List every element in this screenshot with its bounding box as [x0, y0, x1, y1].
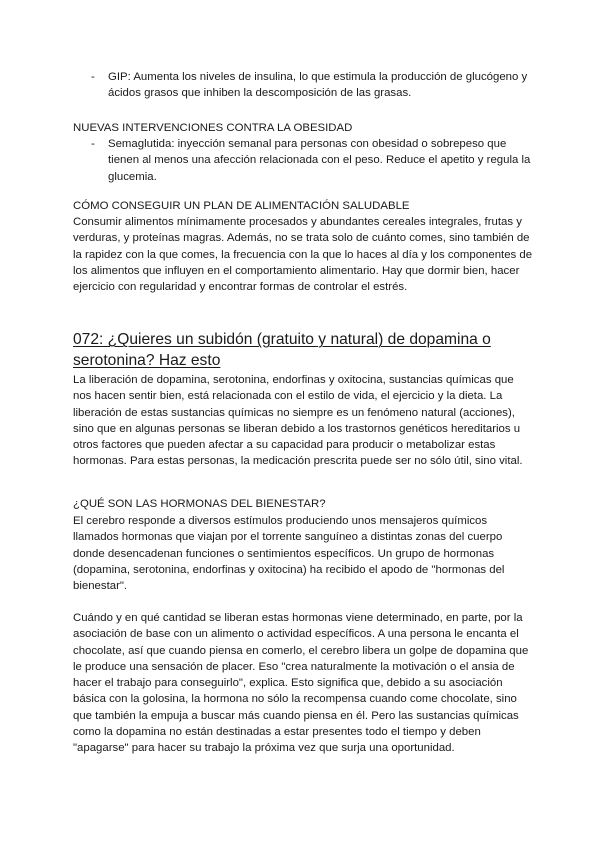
hormonas-body: El cerebro responde a diversos estímulos produciendo unos mensajeros químicos llamados hormonas que viajan por el torrente sanguíneo a distintas zonas del cuerpo donde desencadenan funciones o sentimientos específicos. Un grupo de hormonas (dopamina, serotonina, endorfinas y oxitocina) ha recibido el apodo de "hormonas del bienestar". [73, 515, 505, 593]
plan-heading: CÓMO CONSEGUIR UN PLAN DE ALIMENTACIÓN SALUDABLE [73, 200, 410, 212]
article-intro: La liberación de dopamina, serotonina, endorfinas y oxitocina, sustancias químicas que nos hacen sentir bien, está relacionada con el estilo de vida, el ejercicio y la dieta. La liberación de estas sustancias químicas no siempre es un fenómeno natural (acciones), sino que en algunas personas se liberan debido a los trastornos genéticos hereditarios u otros factores que pueden afectar a su capacidad para producir o metabolizar estas hormonas. Para estas personas, la medicación prescrita puede ser no sólo útil, sino vital. [73, 374, 523, 468]
semaglutida-bullet-text: Semaglutida: inyección semanal para personas con obesidad o sobrepeso que tienen al menos una afección relacionada con el peso. Reduce el apetito y regula la glucemia. [108, 138, 531, 183]
hormonas-body-2: Cuándo y en qué cantidad se liberan estas hormonas viene determinado, en parte, por la asociación de base con un alimento o actividad específicos. A una persona le encanta el chocolate, así que cuando piensa en comerlo, el cerebro libera un golpe de dopamina que le produce una sensación de placer. Eso "crea naturalmente la motivación o el ansia de hacer el trabajo para conseguirlo", explica. Esto significa que, debido a su asociación básica con la golosina, la hormona no sólo la recompensa cuando come chocolate, sino que también la empuja a buscar más cuando piensa en él. Pero las sustancias químicas como la dopamina no están destinadas a estar presentes todo el tiempo y deben "apagarse" para hacer su trabajo la próxima vez que surja una oportunidad. [73, 612, 529, 755]
hormonas-heading: ¿QUÉ SON LAS HORMONAS DEL BIENESTAR? [73, 498, 326, 510]
plan-body: Consumir alimentos mínimamente procesados y abundantes cereales integrales, frutas y verduras, y proteínas magras. Además, no se trata solo de cuánto comes, sino también de la rapidez con la que comes, la frecuencia con la que lo haces al día y los componentes de los alimentos que influyen en el comportamiento alimentario. Hay que dormir bien, hacer ejercicio con regularidad y encontrar formas de controlar el estrés. [73, 216, 533, 294]
semaglutida-bullet [91, 136, 538, 185]
bullet-dash: - [91, 138, 95, 150]
nuevas-heading: NUEVAS INTERVENCIONES CONTRA LA OBESIDAD [73, 122, 353, 134]
bullet-dash: - [91, 71, 95, 83]
gip-bullet-text: GIP: Aumenta los niveles de insulina, lo que estimula la producción de glucógeno y ácidos grasos que inhiben la descomposición de las grasas. [108, 71, 528, 100]
gip-bullet [91, 69, 538, 102]
article-title: 072: ¿Quieres un subidón (gratuito y natural) de dopamina o serotonina? Haz esto [73, 331, 491, 369]
